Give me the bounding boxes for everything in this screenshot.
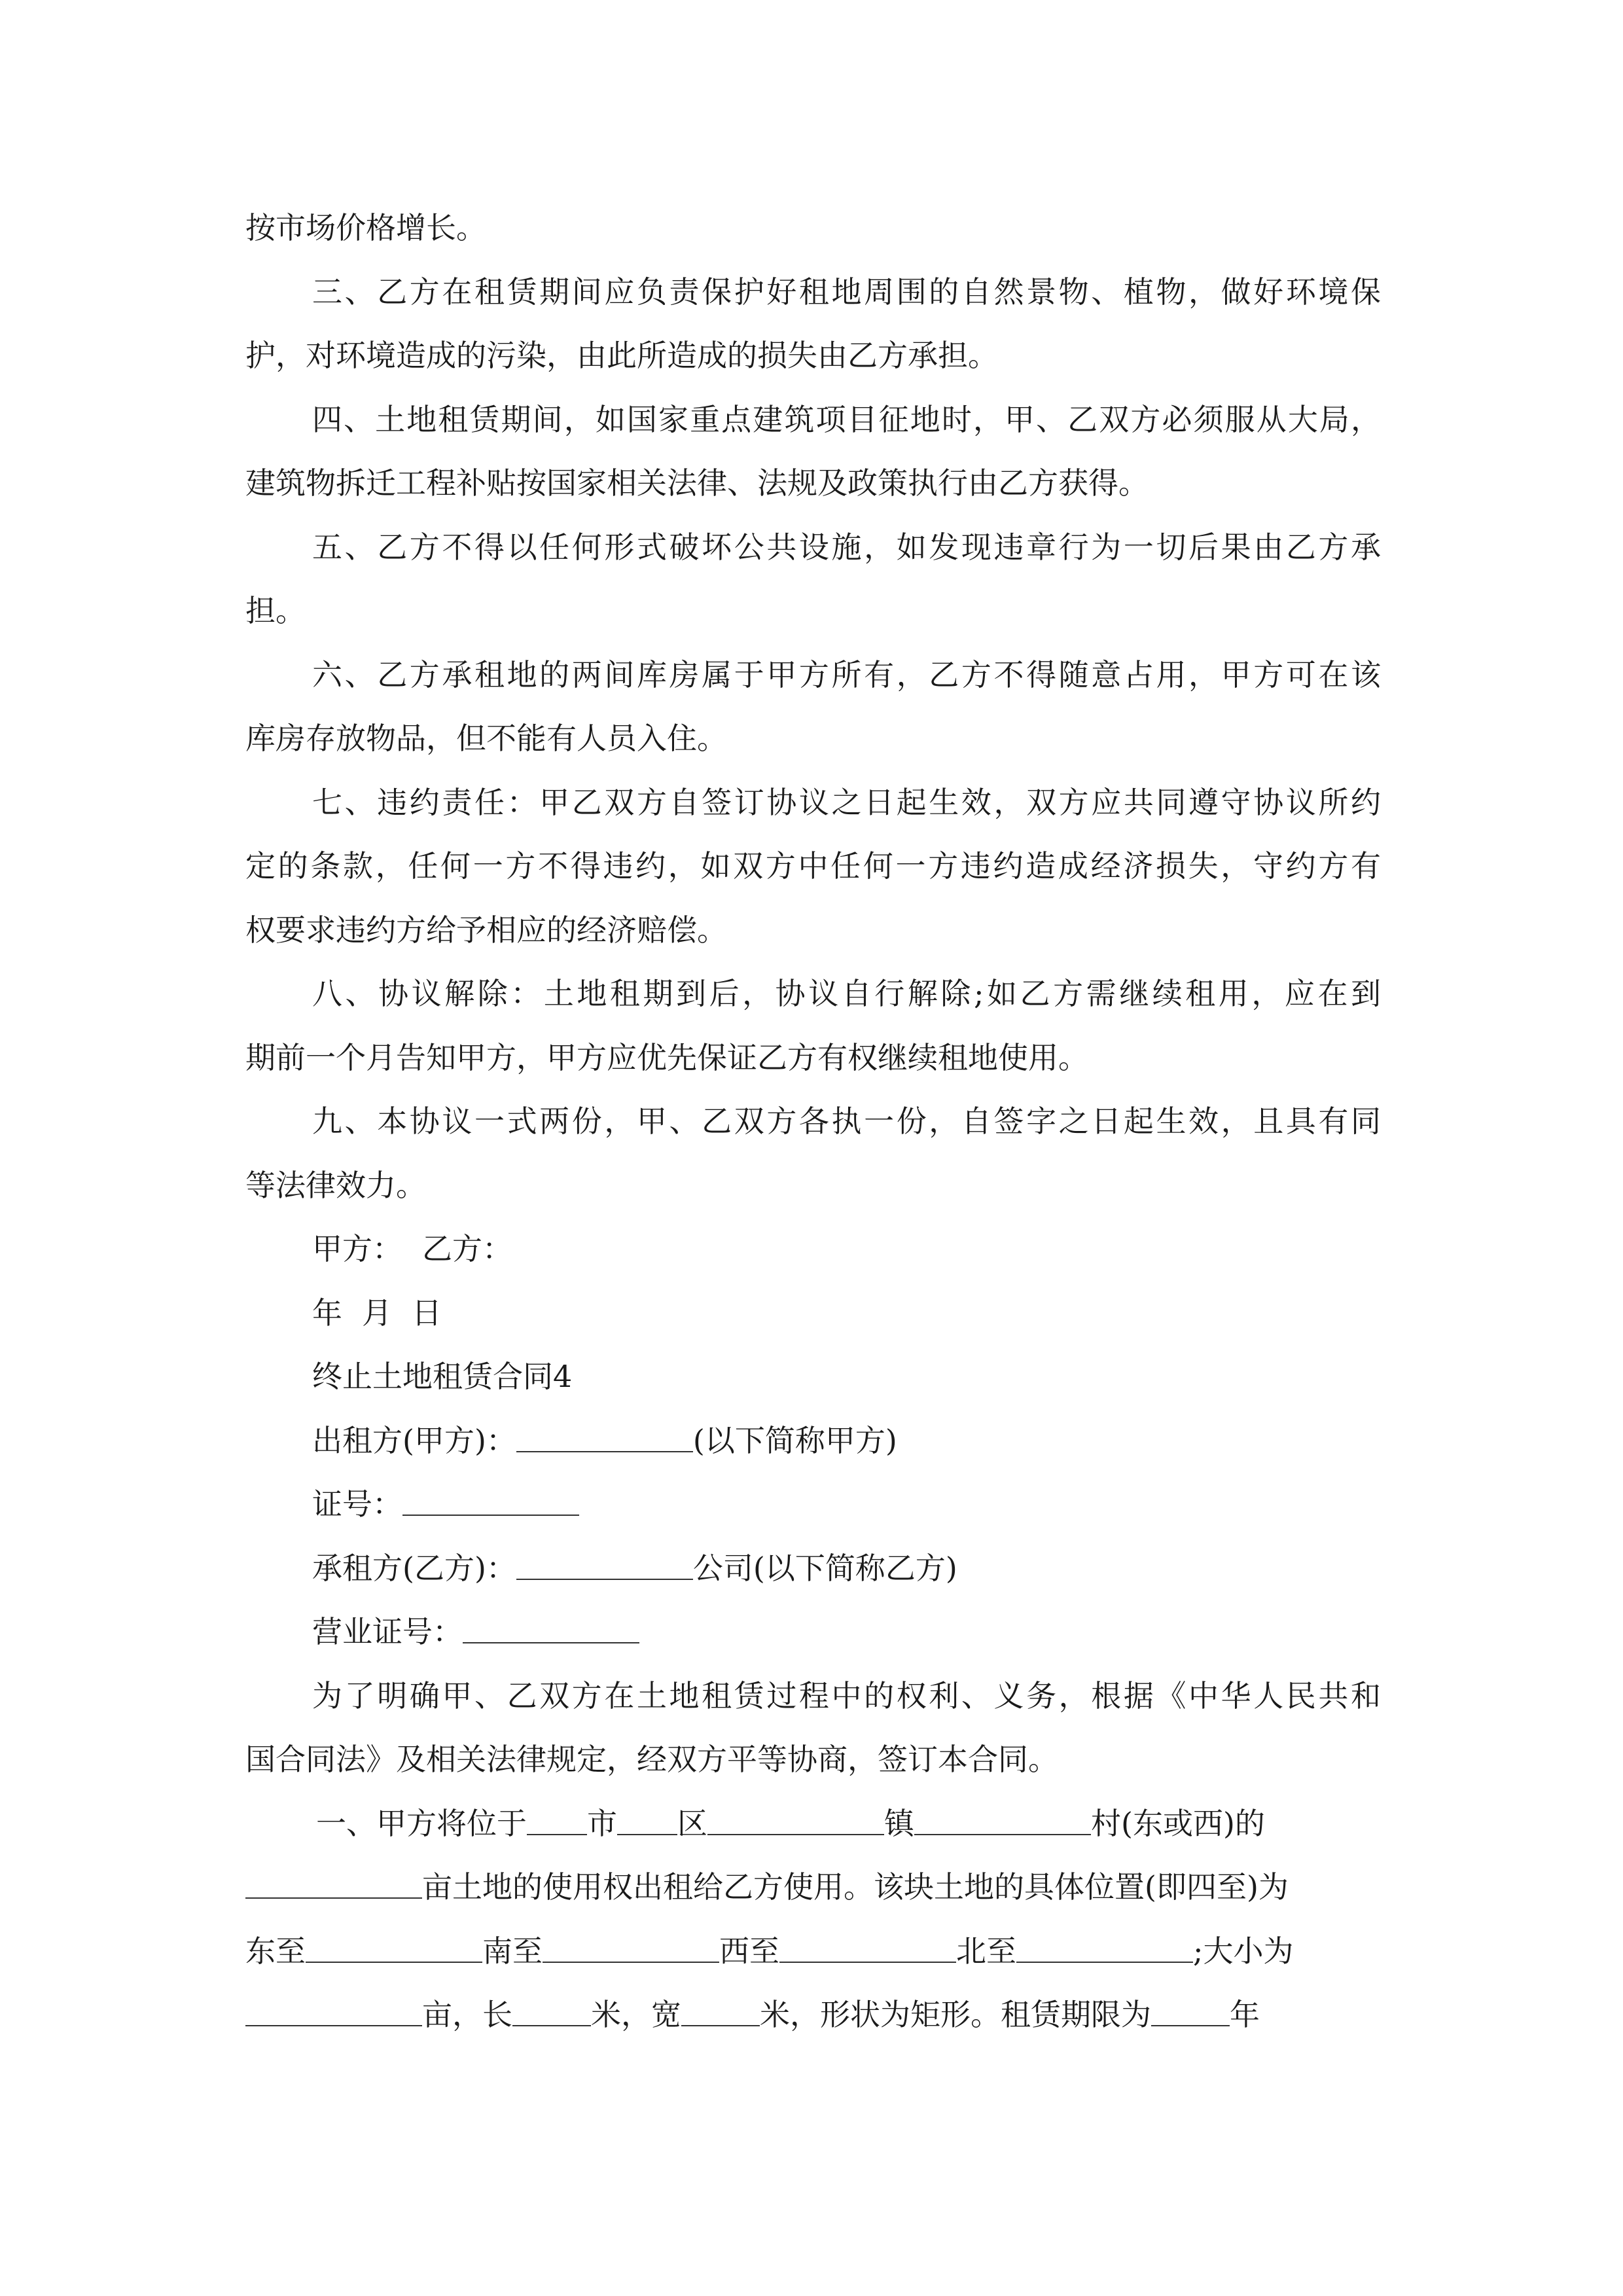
- lessor-suffix: (以下简称甲方): [692, 1422, 897, 1458]
- east-label: 东至: [245, 1933, 306, 1969]
- north-blank: [1016, 1935, 1193, 1963]
- district-label: 区: [677, 1805, 707, 1841]
- year-label: 年: [1230, 1997, 1260, 2032]
- clause-7-line-3: 权要求违约方给予相应的经济赔偿。: [245, 912, 727, 948]
- lessor-name-blank: [516, 1425, 693, 1452]
- clause-1-line-1: [245, 1792, 1381, 1856]
- clause-6-line-1: 六、乙方承租地的两间库房属于甲方所有，乙方不得随意占用，甲方可在该: [312, 656, 1381, 692]
- clause-8-line-2: 期前一个月告知甲方，甲方应优先保证乙方有权继续租地使用。: [245, 1039, 1088, 1075]
- id-label: 证号：: [312, 1486, 402, 1522]
- clause-9-line-2: 等法律效力。: [245, 1167, 426, 1203]
- clause-3-line-1: 三、乙方在租赁期间应负责保护好租地周围的自然景物、植物，做好环境保: [312, 274, 1381, 310]
- length-blank: [512, 1999, 591, 2026]
- clause-8-line-1: 八、协议解除：土地租期到后，协议自行解除;如乙方需继续租用，应在到: [312, 976, 1381, 1011]
- clause-1-lead: 一、甲方将位于: [316, 1805, 527, 1841]
- size-mu-blank: [245, 1999, 422, 2026]
- town-blank: [707, 1808, 884, 1835]
- north-label: 北至: [956, 1933, 1016, 1969]
- area-mu-text: 亩土地的使用权出租给乙方使用。该块土地的具体位置(即四至)为: [422, 1869, 1289, 1905]
- clause-3-line-2: 护，对环境造成的污染，由此所造成的损失由乙方承担。: [245, 338, 998, 373]
- clause-5-line-2: 担。: [245, 593, 306, 628]
- party-b-label: 乙方：: [422, 1231, 512, 1266]
- date-day: 日: [412, 1295, 442, 1331]
- lessee-suffix: 公司(以下简称乙方): [692, 1550, 957, 1586]
- document-page: [245, 196, 1381, 2047]
- south-label: 南至: [482, 1933, 543, 1969]
- district-blank: [617, 1808, 677, 1835]
- date-year: 年: [312, 1295, 342, 1331]
- west-label: 西至: [719, 1933, 779, 1969]
- signature-parties: [245, 1217, 1381, 1282]
- lessee-label: 承租方(乙方)：: [312, 1550, 516, 1586]
- clause-7-line-2: 定的条款，任何一方不得违约，如双方中任何一方违约造成经济损失，守约方有: [245, 848, 1381, 884]
- lessor-label: 出租方(甲方)：: [312, 1422, 516, 1458]
- lessor-line: [245, 1409, 1381, 1473]
- clause-4-line-1: 四、土地租赁期间，如国家重点建筑项目征地时，甲、乙双方必须服从大局，: [312, 401, 1381, 437]
- shape-term-label: 米，形状为矩形。租赁期限为: [760, 1997, 1151, 2032]
- mu-length-label: 亩，长: [422, 1997, 512, 2032]
- clause-5-line-1: 五、乙方不得以任何形式破坏公共设施，如发现违章行为一切后果由乙方承: [312, 529, 1381, 565]
- term-years-blank: [1151, 1999, 1230, 2026]
- village-blank: [914, 1808, 1091, 1835]
- city-label: 市: [587, 1805, 617, 1841]
- signature-date: [245, 1282, 1381, 1346]
- area-mu-blank: [245, 1871, 422, 1899]
- license-label: 营业证号：: [312, 1614, 463, 1649]
- license-number-blank: [463, 1616, 639, 1643]
- id-number-blank: [402, 1488, 579, 1516]
- clause-7-line-1: 七、违约责任：甲乙双方自签订协议之日起生效，双方应共同遵守协议所约: [312, 784, 1381, 820]
- preamble-line-2: 国合同法》及相关法律规定，经双方平等协商，签订本合同。: [245, 1742, 1058, 1777]
- party-a-label: 甲方：: [312, 1231, 402, 1266]
- license-line: [245, 1600, 1381, 1664]
- id-line: [245, 1473, 1381, 1537]
- clause-4-line-2: 建筑物拆迁工程补贴按国家相关法律、法规及政策执行由乙方获得。: [245, 465, 1149, 501]
- clause-1-line-4: [245, 1983, 1381, 2047]
- lessee-name-blank: [516, 1552, 693, 1580]
- lessee-line: [245, 1537, 1381, 1601]
- village-label: 村(东或西)的: [1091, 1805, 1265, 1841]
- date-month: 月: [362, 1295, 392, 1331]
- clause-9-line-1: 九、本协议一式两份，甲、乙双方各执一份，自签字之日起生效，且具有同: [312, 1103, 1381, 1139]
- contract-title: 终止土地租赁合同4: [312, 1359, 573, 1394]
- paragraph-line: 按市场价格增长。: [245, 210, 486, 245]
- city-blank: [527, 1808, 587, 1835]
- clause-1-line-2: [245, 1856, 1381, 1920]
- width-blank: [681, 1999, 760, 2026]
- meter-width-label: 米，宽: [591, 1997, 681, 2032]
- preamble-line-1: 为了明确甲、乙双方在土地租赁过程中的权利、义务，根据《中华人民共和: [312, 1677, 1381, 1713]
- size-label: ;大小为: [1193, 1933, 1294, 1969]
- west-blank: [779, 1935, 956, 1963]
- east-blank: [306, 1935, 482, 1963]
- clause-6-line-2: 库房存放物品，但不能有人员入住。: [245, 721, 727, 756]
- town-label: 镇: [884, 1805, 914, 1841]
- clause-1-line-3: [245, 1920, 1381, 1984]
- south-blank: [543, 1935, 719, 1963]
